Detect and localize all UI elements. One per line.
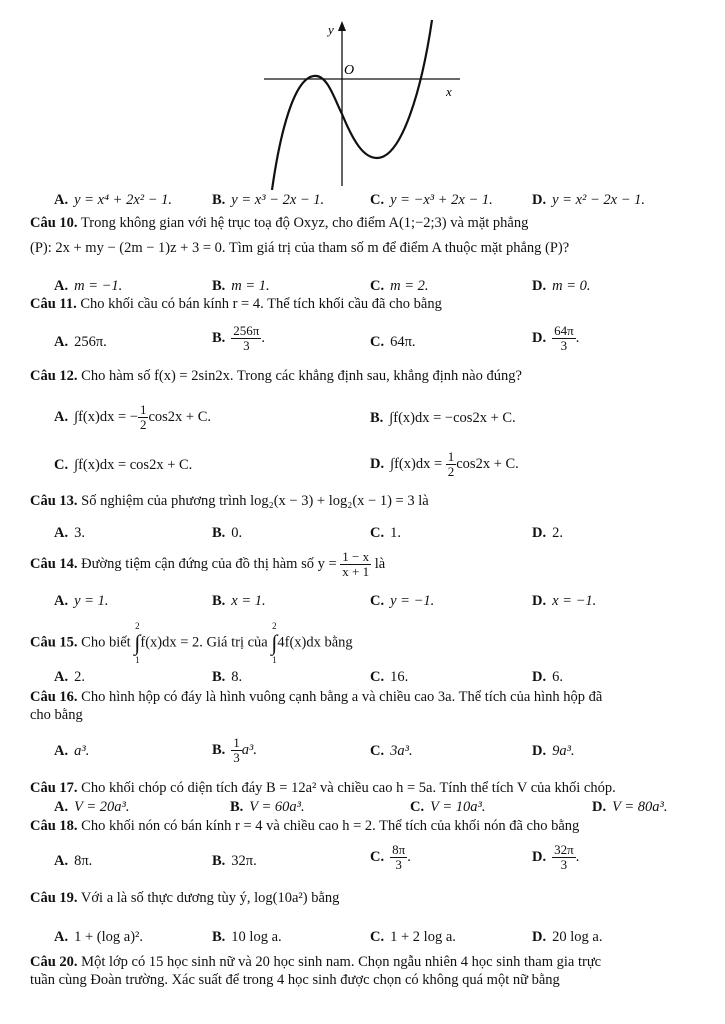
q17-option-d[interactable]: D. V = 80a³. [592, 799, 668, 815]
q10-option-d[interactable]: D. m = 0. [532, 278, 591, 294]
q17-question: Câu 17. Cho khối chóp có diện tích đáy B = 12a² và chiều cao h = 5a. Tính thể tích V của khối chóp. [30, 780, 616, 796]
origin-label: O [344, 63, 355, 78]
q9-option-c[interactable]: C. y = −x³ + 2x − 1. [370, 192, 493, 208]
q18-option-d[interactable]: D. $\frac{32\pi}{3}$ . [532, 842, 580, 872]
q18-option-c[interactable]: C. $\frac{8\pi}{3}$ . [370, 842, 411, 872]
q16-option-b[interactable]: B. $\frac{1}{3}$ a³. [212, 735, 258, 765]
q12-option-d[interactable]: D. ∫f(x)dx = $\frac{1}{2}$ cos2x + C. [370, 449, 519, 479]
q16-question: Câu 16. Cho hình hộp có đáy là hình vuông cạnh bằng a và chiều cao 3a. Thể tích của hình hộp đã [30, 689, 603, 705]
q13-option-b[interactable]: B. 0. [212, 525, 243, 541]
q10-option-c[interactable]: C. m = 2. [370, 278, 429, 294]
q19-option-c[interactable]: C. 1 + 2 log a. [370, 929, 456, 945]
q16-option-d[interactable]: D. 9a³. [532, 743, 575, 759]
q13-option-c[interactable]: C. 1. [370, 525, 401, 541]
q18-option-b[interactable]: B. 32π. [212, 853, 257, 869]
q17-option-c[interactable]: C. V = 10a³. [410, 799, 486, 815]
q20-question-line2: tuần cùng Đoàn trường. Xác suất để trong 4 học sinh được chọn có không quá một nữ bằng [30, 972, 560, 988]
q9-option-d[interactable]: D. y = x² − 2x − 1. [532, 192, 645, 208]
function-graph [262, 18, 472, 190]
q10-option-a[interactable]: A. m = −1. [54, 278, 123, 294]
q14-option-a[interactable]: A. y = 1. [54, 593, 109, 609]
q11-option-b[interactable]: B. $\frac{256\pi}{3}$ . [212, 323, 265, 353]
q11-question: Câu 11. Cho khối cầu có bán kính r = 4. Thể tích khối cầu đã cho bằng [30, 296, 442, 312]
q9-option-a[interactable]: A. y = x⁴ + 2x² − 1. [54, 192, 173, 208]
q19-question: Câu 19. Với a là số thực dương tùy ý, log(10a²) bằng [30, 890, 340, 906]
q19-option-a[interactable]: A. 1 + (log a)². [54, 929, 144, 945]
q15-option-a[interactable]: A. 2. [54, 669, 85, 685]
q16-option-a[interactable]: A. a³. [54, 743, 90, 759]
q20-question: Câu 20. Một lớp có 15 học sinh nữ và 20 học sinh nam. Chọn ngẫu nhiên 4 học sinh tham gia trực [30, 954, 602, 970]
y-axis-arrow [338, 21, 346, 31]
q14-option-b[interactable]: B. x = 1. [212, 593, 266, 609]
q12-option-a[interactable]: A. ∫f(x)dx = − $\frac{1}{2}$ cos2x + C. [54, 402, 211, 432]
q14-option-c[interactable]: C. y = −1. [370, 593, 435, 609]
q13-question: Câu 13. Số nghiệm của phương trình log₂(x − 3) + log₂(x − 1) = 3 là [30, 493, 429, 509]
q10-question-line2: (P): 2x + my − (2m − 1)z + 3 = 0. Tìm giá trị của tham số m để điểm A thuộc mặt phẳng (P)? [30, 240, 570, 256]
q11-option-c[interactable]: C. 64π. [370, 334, 416, 350]
q12-option-c[interactable]: C. ∫f(x)dx = cos2x + C. [54, 457, 193, 473]
q16-option-c[interactable]: C. 3a³. [370, 743, 413, 759]
q18-question: Câu 18. Cho khối nón có bán kính r = 4 và chiều cao h = 2. Thể tích của khối nón đã cho bằng [30, 818, 580, 834]
q13-option-a[interactable]: A. 3. [54, 525, 85, 541]
q15-option-d[interactable]: D. 6. [532, 669, 563, 685]
y-axis-label: y [328, 22, 334, 37]
q9-option-b[interactable]: B. y = x³ − 2x − 1. [212, 192, 325, 208]
q12-question: Câu 12. Cho hàm số f(x) = 2sin2x. Trong các khẳng định sau, khẳng định nào đúng? [30, 368, 522, 384]
q15-question: Câu 15. Cho biết 2 ∫ 1 f(x)dx = 2. Giá trị của 2 ∫ 1 4f(x)dx bằng [30, 621, 353, 665]
q15-option-b[interactable]: B. 8. [212, 669, 243, 685]
x-axis-label: x [446, 84, 452, 99]
q17-option-b[interactable]: B. V = 60a³. [230, 799, 305, 815]
q13-option-d[interactable]: D. 2. [532, 525, 563, 541]
q16-question-line2: cho bằng [30, 707, 83, 723]
q17-option-a[interactable]: A. V = 20a³. [54, 799, 130, 815]
q19-option-b[interactable]: B. 10 log a. [212, 929, 282, 945]
cubic-curve [272, 20, 432, 190]
q14-option-d[interactable]: D. x = −1. [532, 593, 597, 609]
q12-option-b[interactable]: B. ∫f(x)dx = −cos2x + C. [370, 410, 516, 426]
q11-option-a[interactable]: A. 256π. [54, 334, 107, 350]
q14-question: Câu 14. Đường tiệm cận đứng của đồ thị hàm số y = $\frac{1 - x}{x + 1}$ là [30, 549, 386, 579]
q19-option-d[interactable]: D. 20 log a. [532, 929, 603, 945]
q11-option-d[interactable]: D. $\frac{64\pi}{3}$ . [532, 323, 580, 353]
q10-option-b[interactable]: B. m = 1. [212, 278, 270, 294]
q10-question: Câu 10. Trong không gian với hệ trục toạ độ Oxyz, cho điểm A(1;−2;3) và mặt phẳng [30, 215, 529, 231]
q18-option-a[interactable]: A. 8π. [54, 853, 93, 869]
q15-option-c[interactable]: C. 16. [370, 669, 409, 685]
